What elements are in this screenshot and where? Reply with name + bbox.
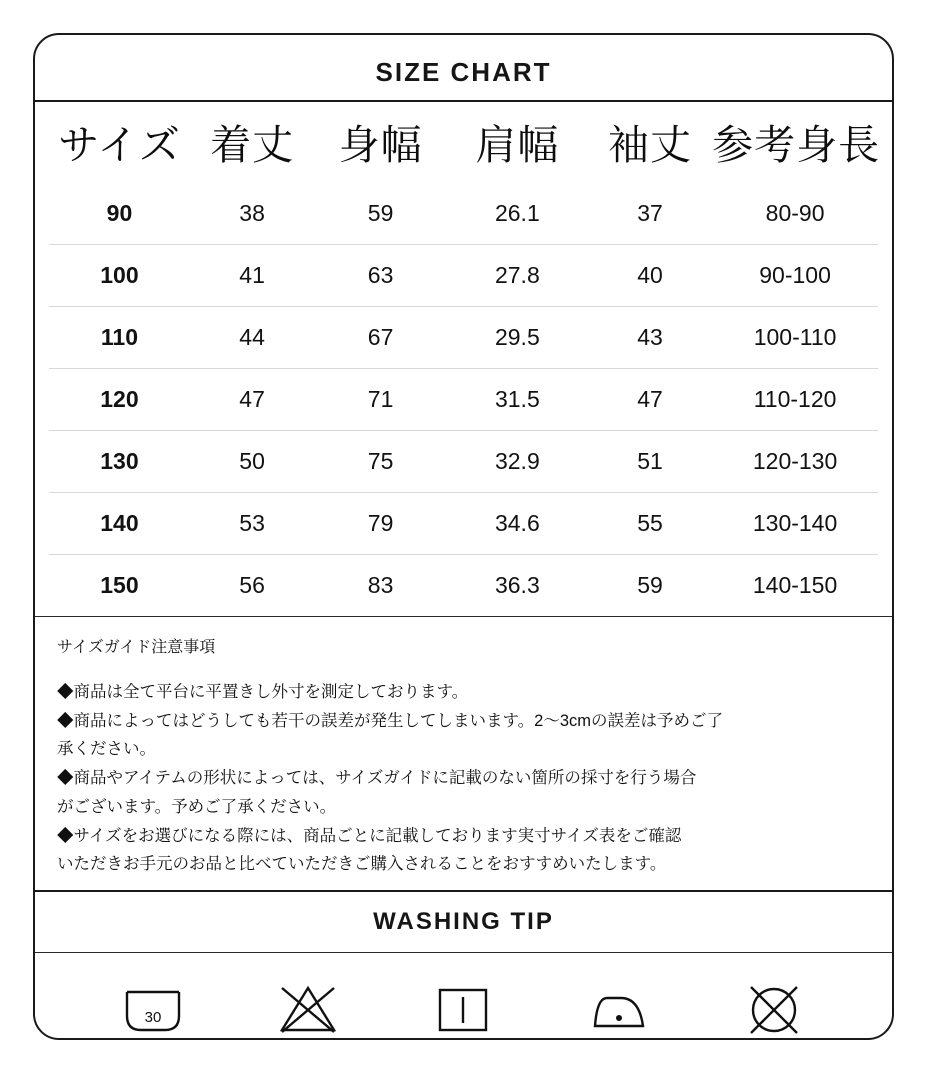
iron-low-heat-icon (584, 975, 654, 1040)
table-row (49, 183, 878, 245)
cell-reference-height: 110-120 (712, 369, 878, 431)
cell-length: 53 (190, 493, 314, 555)
table-row (49, 431, 878, 493)
column-header-size: サイズ (58, 122, 181, 168)
cell-width: 75 (314, 431, 447, 493)
cell-reference-height: 80-90 (765, 200, 825, 226)
cell-reference-height: 130-140 (712, 493, 878, 555)
cell-size: 100 (49, 245, 190, 307)
cell-length: 50 (190, 431, 314, 493)
wash-30-degrees-icon (118, 975, 188, 1040)
table-row (49, 245, 878, 307)
size-table-head (49, 102, 881, 183)
cell-size: 110 (49, 307, 190, 369)
cell-reference-height: 90-100 (712, 245, 878, 307)
size-guide-notes (35, 617, 892, 890)
note-line: ◆商品によってはどうしても若干の誤差が発生してしまいます。2～3cmの誤差は予めご了 (57, 711, 724, 730)
cell-size: 140 (49, 493, 190, 555)
column-header-length: 着丈 (210, 122, 295, 168)
note-line: いただきお手元のお品と比べていただきご購入されることをおすすめいたします。 (57, 855, 667, 874)
cell-length: 38 (239, 200, 265, 226)
column-header-sleeve: 袖丈 (607, 122, 692, 168)
cell-width: 63 (314, 245, 447, 307)
washing-tip-title: WASHING TIP (373, 907, 554, 935)
cell-sleeve: 40 (588, 245, 712, 307)
cell-shoulder: 26.1 (494, 200, 540, 226)
cell-width: 83 (314, 555, 447, 617)
do-not-bleach-icon (273, 975, 343, 1040)
cell-sleeve: 43 (588, 307, 712, 369)
table-row (49, 555, 878, 617)
cell-shoulder: 32.9 (447, 431, 588, 493)
column-header-width: 身幅 (338, 122, 423, 168)
drip-dry-vertical-icon (428, 975, 498, 1040)
cell-length: 41 (190, 245, 314, 307)
cell-shoulder: 31.5 (447, 369, 588, 431)
cell-sleeve: 55 (588, 493, 712, 555)
table-row (49, 369, 878, 431)
table-row (49, 307, 878, 369)
table-row (49, 493, 878, 555)
cell-sleeve: 47 (588, 369, 712, 431)
note-line: ◆商品は全て平台に平置きし外寸を測定しております。 (57, 682, 469, 701)
size-table (49, 102, 881, 616)
cell-size: 130 (49, 431, 190, 493)
cell-size: 120 (49, 369, 190, 431)
notes-heading: サイズガイド注意事項 (57, 639, 216, 656)
cell-size: 90 (106, 200, 133, 226)
note-line: 承ください。 (57, 740, 156, 759)
cell-size: 150 (49, 555, 190, 617)
cell-reference-height: 100-110 (712, 307, 878, 369)
cell-length: 47 (190, 369, 314, 431)
note-line: ◆商品やアイテムの形状によっては、サイズガイドに記載のない箇所の採寸を行う場合 (57, 769, 697, 788)
cell-shoulder: 29.5 (447, 307, 588, 369)
cell-reference-height: 120-130 (712, 431, 878, 493)
note-line: がございます。予めご了承ください。 (57, 797, 337, 816)
size-table-body (49, 183, 878, 616)
svg-text:30: 30 (144, 1008, 162, 1026)
cell-shoulder: 36.3 (447, 555, 588, 617)
cell-width: 67 (314, 307, 447, 369)
washing-icon-row (35, 953, 892, 1040)
cell-sleeve: 51 (588, 431, 712, 493)
note-line: ◆サイズをお選びになる際には、商品ごとに記載しております実寸サイズ表をご確認 (57, 826, 682, 845)
cell-reference-height: 140-150 (712, 555, 878, 617)
page-title: SIZE CHART (375, 57, 552, 87)
cell-length: 56 (190, 555, 314, 617)
do-not-dry-clean-icon (739, 975, 809, 1040)
cell-width: 71 (314, 369, 447, 431)
column-header-reference-height: 参考身長 (712, 122, 881, 168)
cell-shoulder: 27.8 (447, 245, 588, 307)
cell-length: 44 (190, 307, 314, 369)
size-chart-card (33, 33, 894, 1040)
size-table-wrapper (35, 102, 892, 616)
cell-width: 59 (367, 200, 394, 226)
cell-shoulder: 34.6 (447, 493, 588, 555)
column-header-shoulder: 肩幅 (475, 122, 560, 168)
cell-sleeve: 37 (637, 200, 663, 226)
cell-width: 79 (314, 493, 447, 555)
cell-sleeve: 59 (588, 555, 712, 617)
table-header-row (49, 102, 878, 183)
